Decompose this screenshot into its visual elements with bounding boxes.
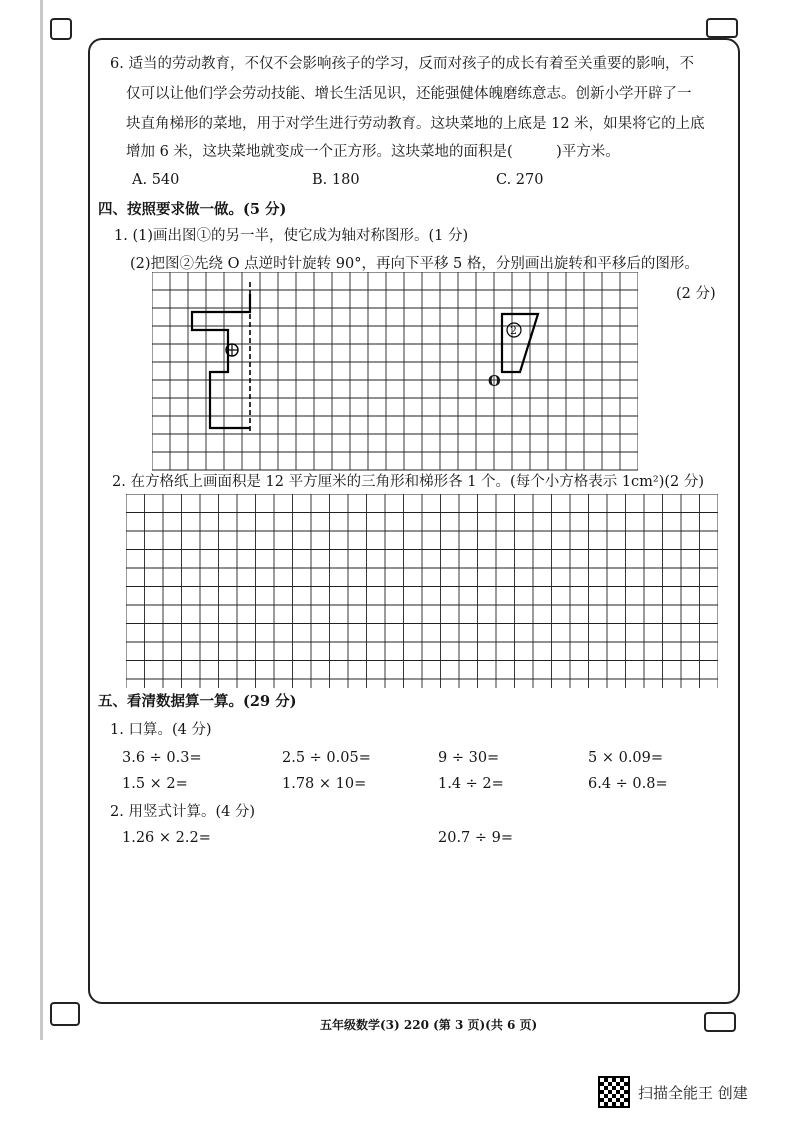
q6-option-a: A. 540 <box>132 172 180 188</box>
vertical-item-1: 1.26 × 2.2= <box>122 830 211 846</box>
vertical-title: 2. 用竖式计算。(4 分) <box>110 804 256 820</box>
oral-r2-c3: 1.4 ÷ 2= <box>438 776 504 792</box>
oral-title: 1. 口算。(4 分) <box>110 722 212 738</box>
grid-2-lines <box>126 494 718 688</box>
figure-1-half <box>192 294 250 428</box>
vertical-item-2: 20.7 ÷ 9= <box>438 830 514 846</box>
oral-r1-c1: 3.6 ÷ 0.3= <box>122 750 202 766</box>
q6-line-1: 6. 适当的劳动教育，不仅不会影响孩子的学习，反而对孩子的成长有着至关重要的影响，不 <box>110 56 694 72</box>
q6-option-b: B. 180 <box>312 172 360 188</box>
section-4-q1-score: (2 分) <box>676 286 716 302</box>
oral-r2-c1: 1.5 × 2= <box>122 776 188 792</box>
q6-line-2: 仅可以让他们学会劳动技能、增长生活见识，还能强健体魄磨练意志。创新小学开辟了一 <box>126 86 692 102</box>
page-footer: 五年级数学(3) 220 (第 3 页)(共 6 页) <box>320 1018 538 1032</box>
section-4-q2: 2. 在方格纸上画面积是 12 平方厘米的三角形和梯形各 1 个。(每个小方格表示 1cm²)(2 分) <box>112 474 705 490</box>
binding-edge <box>40 0 43 1040</box>
section-4-q1-part2: (2)把图②先绕 O 点逆时针旋转 90°，再向下平移 5 格，分别画出旋转和平移后的图形。 <box>130 256 699 272</box>
section-4-title: 四、按照要求做一做。(5 分) <box>98 201 287 218</box>
section-4-q1-part1: 1. (1)画出图①的另一半，使它成为轴对称图形。(1 分) <box>114 228 469 244</box>
point-o-label: O <box>488 373 501 390</box>
qr-code-icon <box>598 1076 630 1108</box>
grid-figures <box>152 272 638 472</box>
oral-r1-c4: 5 × 0.09= <box>588 750 664 766</box>
corner-mark-bottom-left <box>50 1002 80 1026</box>
corner-mark-bottom-right <box>704 1012 736 1032</box>
scanner-watermark <box>598 1076 748 1108</box>
oral-r1-c2: 2.5 ÷ 0.05= <box>282 750 371 766</box>
figure-2-trapezoid <box>502 314 538 372</box>
q6-line-3: 块直角梯形的菜地，用于对学生进行劳动教育。这块菜地的上底是 12 米，如果将它的上底 <box>126 116 705 132</box>
corner-mark-top-left <box>50 18 72 40</box>
corner-mark-top-right <box>706 18 738 38</box>
oral-r2-c2: 1.78 × 10= <box>282 776 367 792</box>
q6-option-c: C. 270 <box>496 172 544 188</box>
scanner-text: 扫描全能王 创建 <box>638 1083 748 1102</box>
grid-blank <box>126 494 718 690</box>
section-5-title: 五、看清数据算一算。(29 分) <box>98 693 297 710</box>
figure-2-number: 2 <box>510 324 517 337</box>
q6-line-4: 增加 6 米，这块菜地就变成一个正方形。这块菜地的面积是( )平方米。 <box>126 144 620 160</box>
oral-r2-c4: 6.4 ÷ 0.8= <box>588 776 668 792</box>
oral-r1-c3: 9 ÷ 30= <box>438 750 500 766</box>
